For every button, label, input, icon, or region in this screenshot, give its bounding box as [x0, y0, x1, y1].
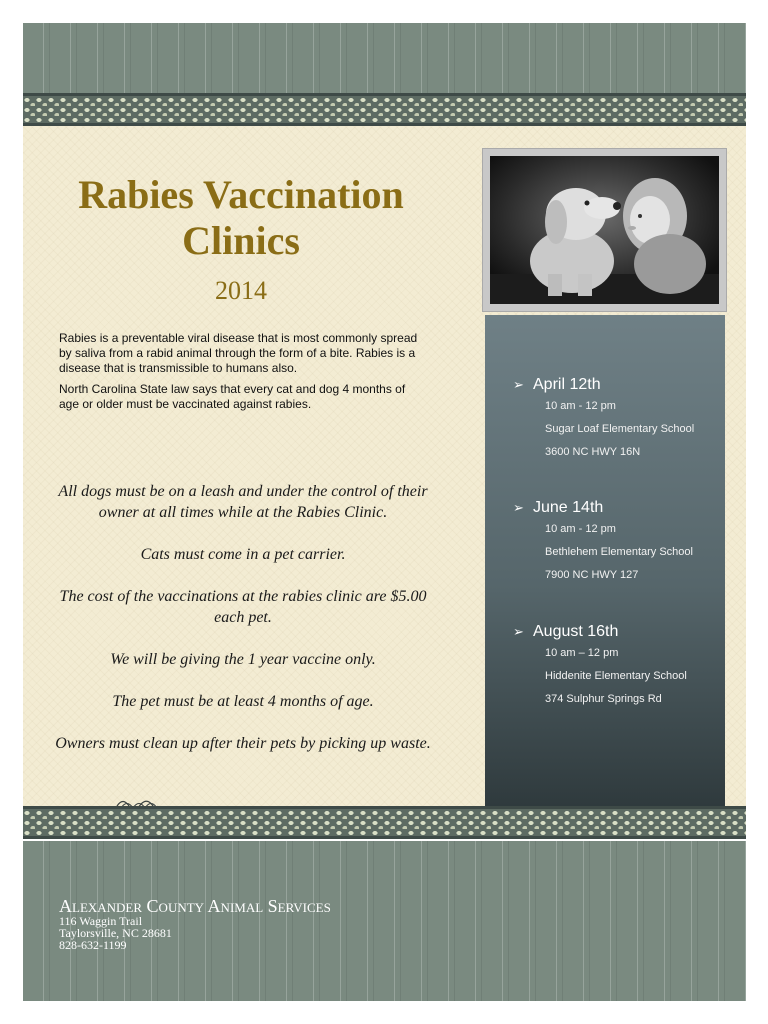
event-address: 7900 NC HWY 127 — [545, 569, 639, 581]
content-area — [23, 126, 746, 806]
photo-frame — [482, 148, 727, 312]
rule-cat-carrier: Cats must come in a pet carrier. — [140, 546, 346, 563]
event-address: 3600 NC HWY 16N — [545, 446, 641, 458]
event-location: Hiddenite Elementary School — [545, 670, 687, 682]
rule-age: The pet must be at least 4 months of age. — [112, 693, 374, 710]
intro-paragraph-1: Rabies is a preventable viral disease that is most commonly spread by saliva from a rabid animal through the form of a bite. Rabies is a disease that is transmissible to humans also. — [59, 331, 418, 375]
event-date — [513, 498, 723, 518]
event-date-text: June 14th — [533, 499, 604, 516]
event-date-text: August 16th — [533, 623, 619, 640]
flyer — [23, 23, 746, 1001]
arrowhead-bullet-icon: ➢ — [513, 624, 524, 639]
rule-cleanup: Owners must clean up after their pets by picking up waste. — [55, 735, 431, 752]
event-date — [513, 375, 723, 395]
intro-paragraph-2: North Carolina State law says that every cat and dog 4 months of age or older must be vaccinated against rabies. — [59, 382, 406, 411]
event-address: 374 Sulphur Springs Rd — [545, 693, 662, 705]
top-stripe-panel — [23, 23, 746, 95]
rule-leash: All dogs must be on a leash and under the control of their owner at all times while at the Rabies Clinic. — [58, 483, 428, 521]
event-august — [513, 622, 723, 711]
photo-illustration — [490, 156, 719, 304]
event-june — [513, 498, 723, 587]
event-time: 10 am - 12 pm — [545, 523, 616, 535]
organization-name: Alexander County Animal Services — [59, 896, 331, 916]
event-time: 10 am - 12 pm — [545, 400, 616, 412]
clinic-rules — [53, 481, 433, 775]
page-title: Rabies Vaccination Clinics — [78, 172, 404, 263]
page-year: 2014 — [215, 276, 267, 305]
address-city: Taylorsville, NC 28681 — [59, 926, 172, 940]
clinic-schedule-sidebar — [485, 315, 725, 806]
top-decorative-band — [23, 93, 746, 126]
rule-cost: The cost of the vaccinations at the rabies clinic are $5.00 each pet. — [59, 588, 427, 626]
arrowhead-bullet-icon: ➢ — [513, 500, 524, 515]
rule-vaccine: We will be giving the 1 year vaccine only. — [110, 651, 376, 668]
event-location: Sugar Loaf Elementary School — [545, 423, 695, 435]
event-date-text: April 12th — [533, 376, 601, 393]
event-date — [513, 622, 723, 642]
event-time: 10 am – 12 pm — [545, 647, 619, 659]
bottom-decorative-band — [23, 806, 746, 839]
dog-and-girl-photo — [490, 156, 719, 304]
event-location: Bethlehem Elementary School — [545, 546, 693, 558]
event-april — [513, 375, 723, 464]
arrowhead-bullet-icon: ➢ — [513, 377, 524, 392]
intro-text — [59, 331, 424, 418]
phone-number: 828-632-1199 — [59, 938, 127, 952]
address-street: 116 Waggin Trail — [59, 914, 143, 928]
